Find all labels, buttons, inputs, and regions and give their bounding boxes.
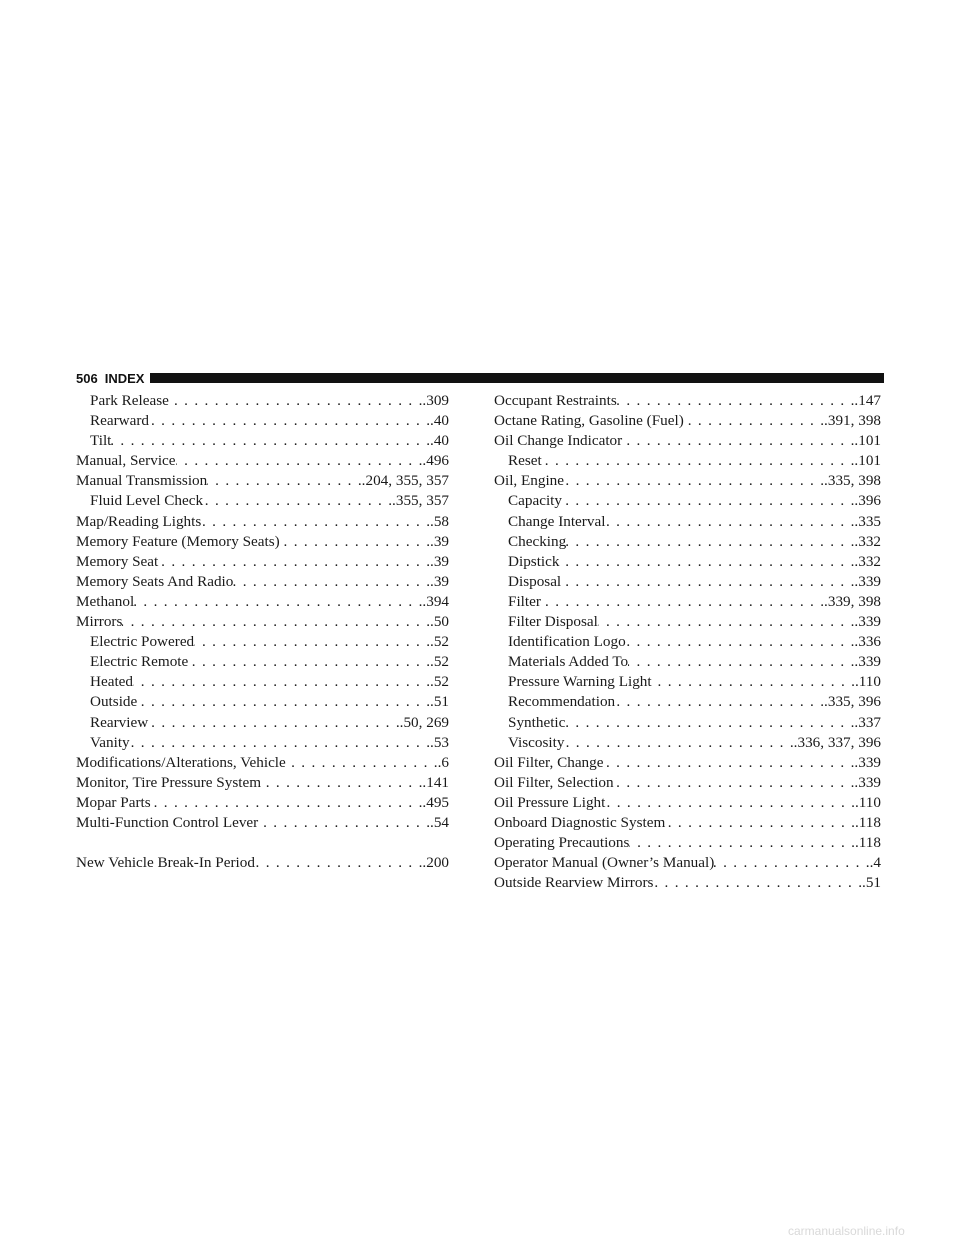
index-entry	[76, 612, 449, 632]
index-subentry	[494, 733, 881, 753]
index-term: Materials Added To	[508, 653, 629, 671]
dot-leader	[151, 793, 423, 813]
page-reference: .118	[854, 834, 881, 852]
dot-leader	[111, 431, 430, 451]
dot-leader	[564, 471, 824, 491]
index-term: Manual Transmission	[76, 472, 208, 490]
page-reference: .335, 396	[824, 693, 881, 711]
index-entry	[76, 471, 449, 491]
index-term: Viscosity	[508, 733, 565, 751]
dot-leader	[130, 733, 430, 753]
index-subentry	[494, 632, 881, 652]
dot-leader	[286, 753, 438, 773]
page-reference: .40	[430, 432, 449, 450]
index-term: Modifications/Alterations, Vehicle	[76, 753, 286, 771]
index-term: Occupant Restraints	[494, 392, 617, 409]
dot-leader	[194, 632, 430, 652]
page-reference: .339	[854, 653, 881, 671]
page-reference: .39	[430, 552, 449, 570]
dot-leader	[622, 431, 854, 451]
index-term: Methanol	[76, 592, 135, 610]
page-reference: .141	[422, 773, 449, 791]
index-entry	[494, 813, 881, 833]
index-entry	[76, 753, 449, 773]
page-reference: .391, 398	[824, 412, 881, 430]
dot-leader	[561, 572, 854, 592]
index-term: Synthetic	[508, 713, 566, 731]
dot-leader	[615, 692, 824, 712]
index-entry	[76, 793, 449, 813]
index-term: Rearward	[90, 412, 150, 430]
index-subentry	[76, 733, 449, 753]
page-reference: .110	[854, 793, 881, 811]
page-reference: .52	[430, 633, 449, 651]
dot-leader	[258, 813, 430, 833]
index-subentry	[76, 713, 449, 733]
index-term: Memory Seat	[76, 552, 159, 570]
index-entry	[76, 592, 449, 612]
header-rule	[150, 373, 884, 383]
page-reference: .54	[430, 813, 449, 831]
index-term: Disposal	[508, 572, 562, 590]
dot-leader	[665, 813, 855, 833]
index-term: Tilt	[90, 432, 112, 450]
dot-leader	[566, 532, 854, 552]
index-term: Heated	[90, 673, 134, 691]
index-term: Capacity	[508, 492, 562, 510]
dot-leader	[604, 753, 855, 773]
dot-leader	[158, 552, 430, 572]
index-entry	[76, 512, 449, 532]
index-subentry	[494, 612, 881, 632]
index-term: Oil Filter, Selection	[494, 773, 614, 791]
dot-leader	[684, 411, 824, 431]
index-term: Checking	[508, 532, 567, 550]
dot-leader	[137, 692, 430, 712]
dot-leader	[564, 733, 793, 753]
page-reference: .339	[854, 572, 881, 590]
dot-leader	[176, 451, 423, 471]
index-entry	[76, 532, 449, 552]
index-term: Rearview	[90, 713, 149, 731]
index-term: Operating Precautions	[494, 834, 630, 852]
page-reference: .339	[854, 773, 881, 791]
dot-leader	[652, 672, 855, 692]
index-term: Octane Rating, Gasoline (Fuel)	[494, 412, 684, 430]
index-term: Identification Logo	[508, 633, 626, 651]
dot-leader	[261, 773, 422, 793]
page-reference: .337	[854, 713, 881, 731]
page-reference: .335	[854, 512, 881, 530]
index-entry	[494, 391, 881, 411]
index-subentry	[76, 411, 449, 431]
dot-leader	[565, 713, 854, 733]
index-term: Multi-Function Control Lever	[76, 813, 259, 831]
index-term: Oil Change Indicator	[494, 432, 623, 450]
index-subentry	[494, 451, 881, 471]
index-term: Reset	[508, 452, 542, 470]
index-term: Memory Feature (Memory Seats)	[76, 532, 280, 550]
index-subentry	[76, 391, 449, 411]
page-reference: .336	[854, 633, 881, 651]
dot-leader	[559, 552, 854, 572]
dot-leader	[653, 873, 862, 893]
page-reference: .496	[422, 452, 449, 470]
dot-leader	[148, 713, 399, 733]
page-reference: .51	[862, 874, 881, 892]
dot-leader	[629, 833, 855, 853]
page-reference: .339	[854, 613, 881, 631]
page-reference: .39	[430, 532, 449, 550]
page-reference: .50, 269	[399, 713, 449, 731]
dot-leader	[598, 612, 855, 632]
watermark: carmanualsonline.info	[788, 1224, 905, 1238]
index-subentry	[76, 491, 449, 511]
index-entry	[76, 572, 449, 592]
index-term: Electric Remote	[90, 653, 189, 671]
dot-leader	[133, 672, 430, 692]
page-reference: .336, 337, 396	[793, 733, 881, 751]
index-term: Recommendation	[508, 693, 616, 711]
index-term: Oil Pressure Light	[494, 793, 606, 811]
index-term: Outside	[90, 693, 138, 711]
page-reference: .309	[422, 392, 449, 409]
page-reference: .332	[854, 532, 881, 550]
index-subentry	[76, 632, 449, 652]
index-subentry	[494, 672, 881, 692]
page-reference: .396	[854, 492, 881, 510]
index-entry	[494, 773, 881, 793]
page-reference: .332	[854, 552, 881, 570]
dot-leader	[626, 632, 855, 652]
index-entry	[76, 451, 449, 471]
page-reference: .335, 398	[824, 472, 881, 490]
page-header	[76, 368, 884, 388]
index-subentry	[76, 692, 449, 712]
page-reference: .339, 398	[824, 592, 881, 610]
index-entry	[494, 793, 881, 813]
index-term: Oil Filter, Change	[494, 753, 604, 771]
index-term: Dipstick	[508, 552, 560, 570]
index-column-right	[494, 391, 881, 893]
index-term: Mopar Parts	[76, 793, 151, 811]
index-subentry	[76, 431, 449, 451]
page-reference: .40	[430, 412, 449, 430]
page-reference: .39	[430, 572, 449, 590]
index-subentry	[494, 592, 881, 612]
dot-leader	[233, 572, 430, 592]
index-term: Operator Manual (Owner’s Manual)	[494, 854, 715, 872]
page-reference: .118	[854, 813, 881, 831]
index-subentry	[76, 672, 449, 692]
index-term: Vanity	[90, 733, 130, 751]
dot-leader	[207, 471, 361, 491]
dot-leader	[149, 411, 430, 431]
index-term: Electric Powered	[90, 633, 195, 651]
index-entry	[494, 873, 881, 893]
page-reference: .495	[422, 793, 449, 811]
index-term: Mirrors	[76, 613, 123, 631]
dot-leader	[542, 451, 855, 471]
page-reference: .4	[869, 854, 881, 872]
index-subentry	[494, 692, 881, 712]
dot-leader	[541, 592, 824, 612]
page-reference: .50	[430, 613, 449, 631]
dot-leader	[188, 652, 430, 672]
page-reference: .200	[422, 854, 449, 872]
page-reference: .52	[430, 673, 449, 691]
dot-leader	[134, 592, 422, 612]
index-subentry	[494, 512, 881, 532]
page-reference: .52	[430, 653, 449, 671]
index-entry	[494, 411, 881, 431]
dot-leader	[203, 491, 392, 511]
index-subentry	[494, 652, 881, 672]
dot-leader	[714, 853, 869, 873]
index-term: Park Release	[90, 392, 169, 409]
index-entry	[494, 833, 881, 853]
index-term: Pressure Warning Light	[508, 673, 652, 691]
page-reference: .51	[430, 693, 449, 711]
index-entry	[76, 813, 449, 833]
page-reference: .339	[854, 753, 881, 771]
dot-leader	[255, 853, 422, 873]
index-term: Oil, Engine	[494, 472, 565, 490]
index-term: Filter	[508, 592, 541, 610]
index-subentry	[494, 572, 881, 592]
dot-leader	[614, 773, 855, 793]
index-entry	[76, 552, 449, 572]
section-title: INDEX	[104, 370, 145, 386]
index-term: Outside Rearview Mirrors	[494, 874, 654, 892]
index-entry	[494, 431, 881, 451]
page-reference: .110	[854, 673, 881, 691]
page-reference: .101	[854, 432, 881, 450]
index-subentry	[494, 491, 881, 511]
index-subentry	[494, 552, 881, 572]
index-term: Monitor, Tire Pressure System	[76, 773, 262, 791]
page-number: 506	[76, 370, 98, 386]
index-term: Onboard Diagnostic System	[494, 813, 666, 831]
page-reference: .394	[422, 592, 449, 610]
dot-leader	[201, 512, 430, 532]
page-reference: .147	[854, 392, 881, 409]
index-subentry	[494, 532, 881, 552]
index-column-left	[76, 391, 449, 873]
dot-leader	[605, 512, 854, 532]
index-entry	[76, 853, 449, 873]
dot-leader	[617, 391, 855, 411]
index-term: Fluid Level Check	[90, 492, 204, 510]
index-subentry	[494, 713, 881, 733]
index-entry	[494, 471, 881, 491]
dot-leader	[169, 391, 423, 411]
page-reference: .204, 355, 357	[361, 472, 449, 490]
index-term: Change Interval	[508, 512, 606, 530]
dot-leader	[562, 491, 854, 511]
page-reference: .53	[430, 733, 449, 751]
dot-leader	[280, 532, 430, 552]
index-term: Filter Disposal	[508, 613, 598, 631]
index-entry	[494, 753, 881, 773]
page-reference: .355, 357	[392, 492, 449, 510]
index-term: Memory Seats And Radio	[76, 572, 234, 590]
page-reference: .101	[854, 452, 881, 470]
index-entry	[76, 773, 449, 793]
index-entry	[494, 853, 881, 873]
page-reference: .6	[437, 753, 449, 771]
index-term: New Vehicle Break-In Period	[76, 854, 255, 872]
page-reference: .58	[430, 512, 449, 530]
index-term: Map/Reading Lights	[76, 512, 202, 530]
dot-leader	[122, 612, 430, 632]
dot-leader	[628, 652, 854, 672]
index-subentry	[76, 652, 449, 672]
dot-leader	[605, 793, 855, 813]
index-term: Manual, Service	[76, 452, 176, 470]
